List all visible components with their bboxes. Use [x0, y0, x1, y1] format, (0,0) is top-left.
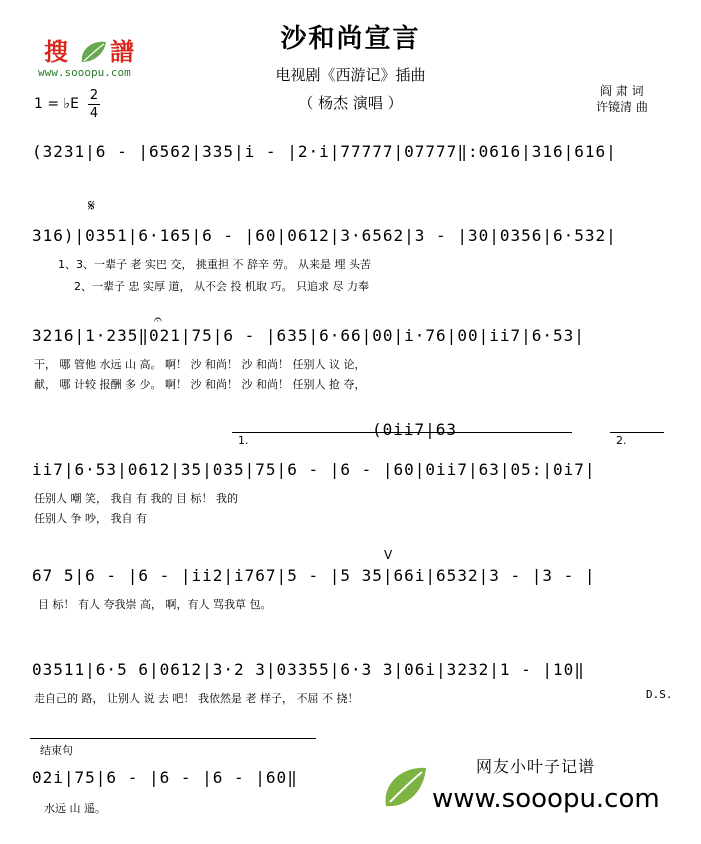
- score-row-5: 67 5|6 - |6 - |ii2|i767|5 - |5 35|66i|6532|3 - |3 - |: [32, 566, 596, 585]
- lyric-row-2a: 1、3、一辈子 老 实巴 交， 挑重担 不 辞辛 劳。 从来是 埋 头苦: [58, 258, 371, 271]
- key-signature: 1 = ♭E: [34, 96, 79, 112]
- leaf-icon: [380, 762, 430, 816]
- subtitle: 电视剧《西游记》插曲: [275, 66, 426, 84]
- ending-1-bracket: [232, 432, 572, 433]
- score-row-3: 3216|1·235‖021|75|6 - |635|6·66|00|i·76|00|ii7|6·53|: [32, 326, 585, 345]
- time-top: 2: [89, 88, 99, 103]
- time-signature: [88, 88, 100, 121]
- score-row-1: (3231|6 - |6562|335|i - |2·i|77777|07777‖:0616|316|616|: [32, 142, 617, 161]
- lyric-row-4b: 任别人 争 吵， 我自 有: [34, 512, 147, 525]
- lyric-row-5: 目 标！ 有人 夸我崇 高， 啊，有人 骂我草 包。: [38, 598, 272, 611]
- ds-mark: D.S.: [646, 688, 673, 701]
- svg-text:搜: 搜: [44, 38, 68, 66]
- segno-mark: 𝄋: [88, 196, 95, 215]
- composer-credit: 许镜清 曲: [596, 100, 648, 114]
- final-label: 结束句: [40, 744, 73, 757]
- ending-1-label: 1.: [238, 434, 249, 447]
- lyric-row-3a: 干， 哪 管他 水远 山 高。 啊！ 沙 和尚！ 沙 和尚！ 任别人 议 论，: [34, 358, 366, 371]
- transcriber-credit: 网友小叶子记谱: [476, 757, 596, 776]
- footer-url: www.sooopu.com: [432, 784, 660, 814]
- fermata-mark: 𝄐: [154, 312, 162, 328]
- lyric-row-2b: 2、一辈子 忠 实厚 道， 从不会 投 机取 巧。 只追求 尽 力奉: [74, 280, 369, 293]
- time-bottom: 4: [89, 106, 99, 121]
- final-bracket: [30, 738, 316, 739]
- score-row-4: ii7|6·53|0612|35|035|75|6 - |6 - |60|0ii7|63|05:|0i7|: [32, 460, 596, 479]
- score-row-2: 316)|0351|6·165|6 - |60|0612|3·6562|3 - |30|0356|6·532|: [32, 226, 617, 245]
- svg-text:譜: 譜: [110, 38, 134, 66]
- lyric-row-7: 水远 山 遥。: [44, 802, 106, 815]
- lyric-row-3b: 献， 哪 计较 报酬 多 少。 啊！ 沙 和尚！ 沙 和尚！ 任别人 抢 夺，: [34, 378, 366, 391]
- score-row-6: 03511|6·5 6|0612|3·2 3|03355|6·3 3|06i|3232|1 - |10‖: [32, 660, 585, 679]
- page-title: 沙和尚宣言: [280, 24, 421, 54]
- lyricist-credit: 阎 肃 词: [600, 84, 644, 98]
- interlude-notes: (0ii7|63: [372, 420, 458, 439]
- score-row-7: 02i|75|6 - |6 - |6 - |60‖: [32, 768, 298, 787]
- logo-url: www.sooopu.com: [38, 66, 131, 79]
- lyric-row-4a: 任别人 嘲 笑， 我自 有 我的 目 标！ 我的: [34, 492, 238, 505]
- breath-mark: V: [384, 548, 393, 562]
- ending-2-label: 2.: [616, 434, 627, 447]
- lyric-row-6: 走自己的 路， 让别人 说 去 吧！ 我依然是 老 样子， 不屈 不 挠！: [34, 692, 359, 705]
- logo-icon: [44, 36, 154, 68]
- ending-2-bracket: [610, 432, 664, 433]
- singer-line: （ 杨杰 演唱 ）: [298, 94, 403, 112]
